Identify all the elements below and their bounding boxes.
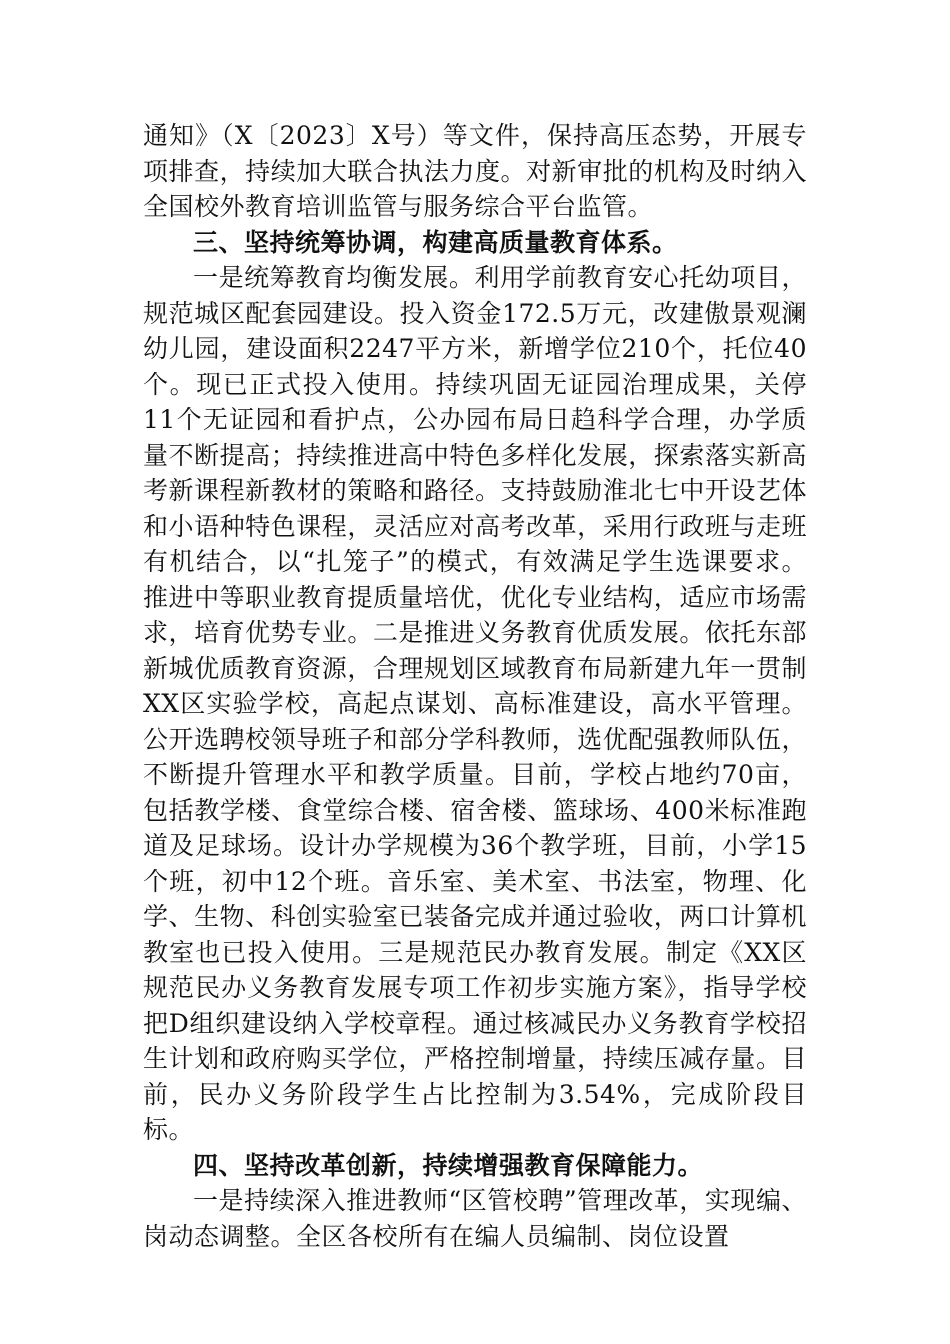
section-heading-four: 四、坚持改革创新，持续增强教育保障能力。 (193, 1150, 704, 1180)
paragraph-section-four-body: 一是持续深入推进教师“区管校聘”管理改革，实现编、岗动态调整。全区各校所有在编人员编制、岗位设置 (143, 1186, 807, 1251)
paragraph-continuation: 通知》（X〔2023〕X号）等文件，保持高压态势，开展专项排查，持续加大联合执法力度。对新审批的机构及时纳入全国校外教育培训监管与服务综合平台监管。 (143, 121, 807, 221)
paragraph-section-three-body: 一是统筹教育均衡发展。利用学前教育安心托幼项目，规范城区配套园建设。投入资金172.5万元，改建傲景观澜幼儿园，建设面积2247平方米，新增学位210个，托位40个。现已正式投入使用。持续巩固无证园治理成果，关停11个无证园和看护点，公办园布局日趋科学合理，办学质量不断提高；持续推进高中特色多样化发展，探索落实新高考新课程新教材的策略和路径。支持鼓励淮北七中开设艺体和小语种特色课程，灵活应对高考改革，采用行政班与走班有机结合，以“扎笼子”的模式，有效满足学生选课要求。推进中等职业教育提质量培优，优化专业结构，适应市场需求，培育优势专业。二是推进义务教育优质发展。依托东部新城优质教育资源，合理规划区域教育布局新建九年一贯制XX区实验学校，高起点谋划、高标准建设，高水平管理。公开选聘校领导班子和部分学科教师，选优配强教师队伍，不断提升管理水平和教学质量。目前，学校占地约70亩，包括教学楼、食堂综合楼、宿舍楼、篮球场、400米标准跑道及足球场。设计办学规模为36个教学班，目前，小学15个班，初中12个班。音乐室、美术室、书法室，物理、化学、生物、科创实验室已装备完成并通过验收，两口计算机教室也已投入使用。三是规范民办教育发展。制定《XX区规范民办义务教育发展专项工作初步实施方案》，指导学校把D组织建设纳入学校章程。通过核减民办义务教育学校招生计划和政府购买学位，严格控制增量，持续压减存量。目前，民办义务阶段学生占比控制为3.54%，完成阶段目标。 (143, 263, 807, 1144)
document-body (143, 118, 807, 1254)
section-heading-three: 三、坚持统筹协调，构建高质量教育体系。 (193, 227, 678, 257)
